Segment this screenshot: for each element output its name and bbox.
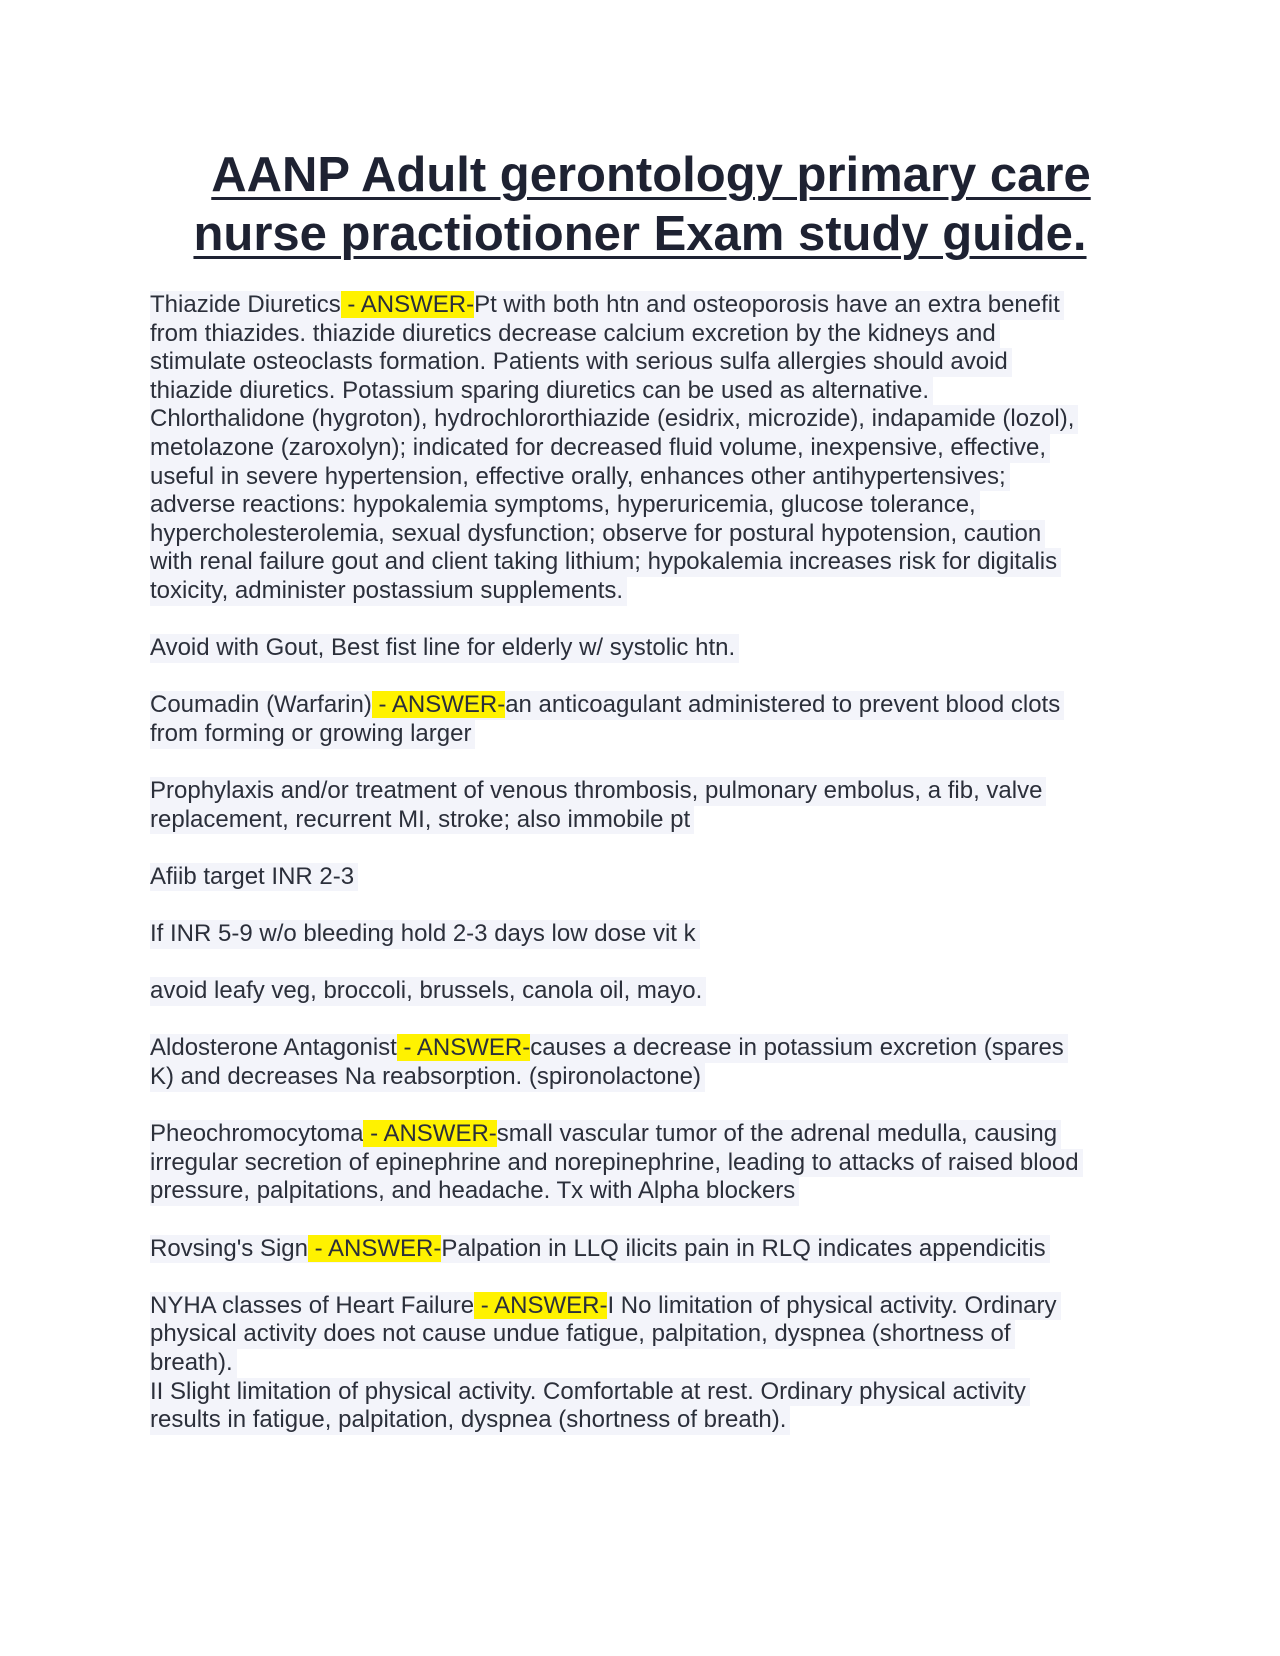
- entry-text: hypercholesterolemia, sexual dysfunction; observe for postural hypotension, caution: [150, 519, 1042, 547]
- answer-highlight: - ANSWER-: [474, 1291, 608, 1319]
- entry-line: [150, 434, 1050, 463]
- study-entry: [150, 1292, 1130, 1435]
- page-title: [0, 146, 1280, 264]
- study-guide-body: [150, 291, 1130, 1463]
- entry-line: [150, 1149, 1083, 1178]
- entry-line: [150, 291, 1064, 320]
- answer-highlight: - ANSWER-: [308, 1234, 442, 1262]
- answer-highlight: - ANSWER-: [371, 691, 506, 719]
- entry-text: an anticoagulant administered to prevent blood clots: [505, 691, 1061, 719]
- entry-text: small vascular tumor of the adrenal medulla, causing: [496, 1120, 1058, 1148]
- entry-text: Prophylaxis and/or treatment of venous thrombosis, pulmonary embolus, a fib, valve: [150, 777, 1043, 805]
- study-entry: [150, 291, 1130, 606]
- entry-text: thiazide diuretics. Potassium sparing diuretics can be used as alternative.: [150, 376, 930, 404]
- study-entry: [150, 634, 1130, 663]
- entry-line: [150, 577, 627, 606]
- study-entry: [150, 1034, 1130, 1091]
- entry-line: [150, 720, 475, 749]
- entry-text: metolazone (zaroxolyn); indicated for decreased fluid volume, inexpensive, effective,: [150, 433, 1047, 461]
- entry-text: If INR 5-9 w/o bleeding hold 2-3 days low dose vit k: [150, 920, 696, 948]
- entry-line: [150, 1120, 1061, 1149]
- entry-line: [150, 491, 980, 520]
- entry-line: [150, 548, 1061, 577]
- entry-term: Thiazide Diuretics: [150, 291, 341, 318]
- entry-line: [150, 1177, 799, 1206]
- title-line-2: nurse practiotioner Exam study guide.: [193, 207, 1087, 261]
- entry-line: [150, 777, 1046, 806]
- entry-line: [150, 977, 706, 1006]
- study-entry: [150, 1235, 1130, 1264]
- entry-text: pressure, palpitations, and headache. Tx with Alpha blockers: [150, 1177, 796, 1205]
- entry-line: [150, 348, 1012, 377]
- study-entry: [150, 920, 1130, 949]
- entry-line: [150, 920, 700, 949]
- entry-term: Coumadin (Warfarin): [150, 691, 372, 719]
- entry-text: useful in severe hypertension, effective orally, enhances other antihypertensives;: [150, 462, 1006, 490]
- entry-text: I No limitation of physical activity. Ordinary: [607, 1291, 1057, 1319]
- study-entry: [150, 863, 1130, 892]
- entry-line: [150, 691, 1064, 720]
- entry-line: [150, 863, 358, 892]
- entry-text: from forming or growing larger: [150, 719, 472, 747]
- entry-line: [150, 405, 1078, 434]
- entry-text: results in fatigue, palpitation, dyspnea (shortness of breath).: [150, 1406, 787, 1434]
- entry-text: K) and decreases Na reabsorption. (spironolactone): [150, 1063, 701, 1091]
- answer-highlight: - ANSWER-: [340, 291, 475, 318]
- entry-text: with renal failure gout and client taking lithium; hypokalemia increases risk for digitalis: [150, 548, 1058, 576]
- entry-line: [150, 1378, 1030, 1407]
- entry-term: NYHA classes of Heart Failure: [150, 1291, 475, 1319]
- entry-line: [150, 1292, 1061, 1321]
- study-entry: [150, 691, 1130, 748]
- entry-line: [150, 520, 1045, 549]
- entry-line: [150, 1235, 1050, 1264]
- answer-highlight: - ANSWER-: [363, 1120, 497, 1148]
- entry-text: Pt with both htn and osteoporosis have an extra benefit: [474, 291, 1060, 318]
- study-entry: [150, 977, 1130, 1006]
- study-entry: [150, 777, 1130, 834]
- entry-text: breath).: [150, 1348, 233, 1376]
- title-line-1: AANP Adult gerontology primary care: [211, 148, 1091, 202]
- entry-text: replacement, recurrent MI, stroke; also immobile pt: [150, 805, 691, 833]
- entry-term: Aldosterone Antagonist: [150, 1034, 397, 1062]
- entry-term: Rovsing's Sign: [150, 1234, 308, 1262]
- entry-text: Chlorthalidone (hygroton), hydrochlororthiazide (esidrix, microzide), indapamide (lozol),: [150, 405, 1075, 433]
- entry-text: Avoid with Gout, Best fist line for elderly w/ systolic htn.: [150, 634, 736, 662]
- entry-line: [150, 634, 739, 663]
- entry-line: [150, 320, 1000, 349]
- entry-text: stimulate osteoclasts formation. Patients with serious sulfa allergies should avoid: [150, 348, 1008, 376]
- entry-line: [150, 1349, 237, 1378]
- entry-text: adverse reactions: hypokalemia symptoms, hyperuricemia, glucose tolerance,: [150, 491, 976, 519]
- entry-text: avoid leafy veg, broccoli, brussels, canola oil, mayo.: [150, 977, 703, 1005]
- entry-line: [150, 463, 1010, 492]
- entry-line: [150, 1320, 1015, 1349]
- entry-text: II Slight limitation of physical activity. Comfortable at rest. Ordinary physical activity: [150, 1377, 1026, 1405]
- entry-line: [150, 377, 933, 406]
- entry-text: irregular secretion of epinephrine and norepinephrine, leading to attacks of raised blood: [150, 1148, 1079, 1176]
- study-entry: [150, 1120, 1130, 1206]
- entry-line: [150, 1034, 1068, 1063]
- entry-text: physical activity does not cause undue fatigue, palpitation, dyspnea (shortness of: [150, 1320, 1011, 1348]
- entry-line: [150, 806, 694, 835]
- entry-text: from thiazides. thiazide diuretics decrease calcium excretion by the kidneys and: [150, 319, 996, 347]
- entry-text: causes a decrease in potassium excretion (spares: [530, 1034, 1064, 1062]
- entry-line: [150, 1063, 705, 1092]
- entry-term: Pheochromocytoma: [150, 1120, 364, 1148]
- entry-text: toxicity, administer postassium supplements.: [150, 576, 624, 604]
- answer-highlight: - ANSWER-: [396, 1034, 531, 1062]
- entry-text: Palpation in LLQ ilicits pain in RLQ indicates appendicitis: [441, 1234, 1046, 1262]
- entry-line: [150, 1406, 790, 1435]
- entry-text: Afiib target INR 2-3: [150, 862, 355, 890]
